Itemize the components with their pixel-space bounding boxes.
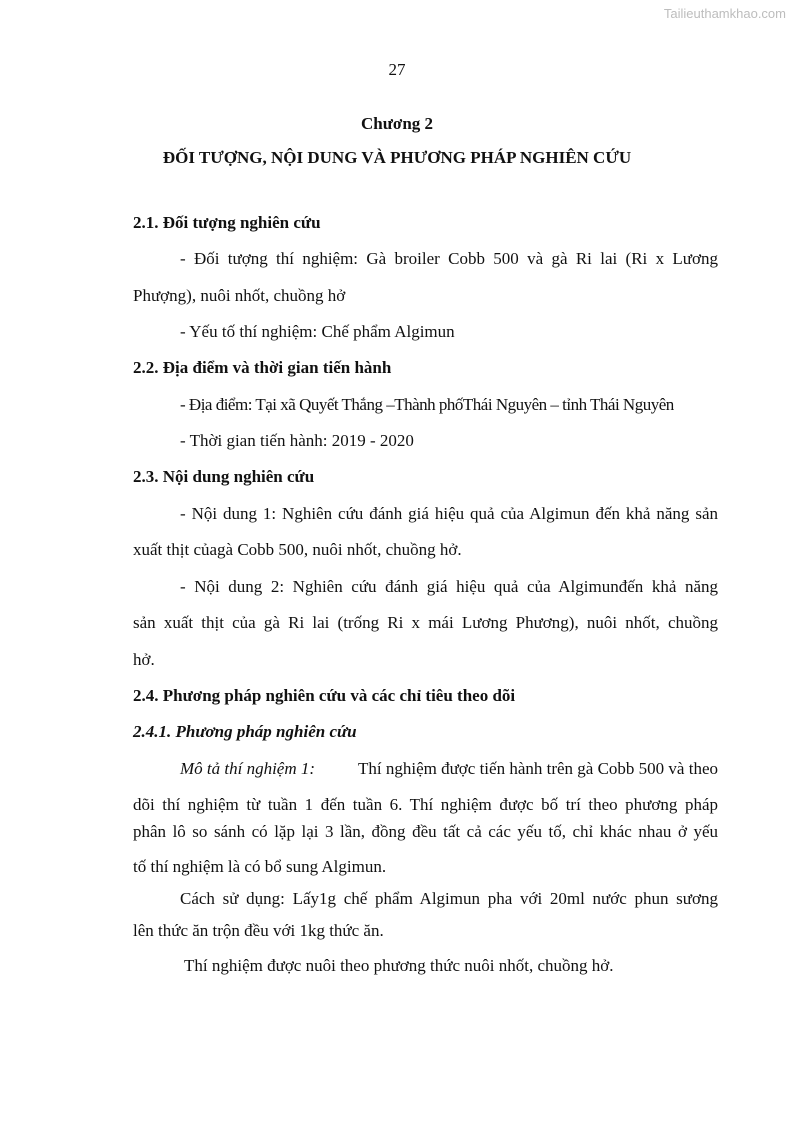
s21-paragraph-1-line-2: Phượng), nuôi nhốt, chuồng hở <box>133 286 346 305</box>
rearing-method: Thí nghiệm được nuôi theo phương thức nuôi nhốt, chuồng hở. <box>184 956 614 975</box>
chapter-title: ĐỐI TƯỢNG, NỘI DUNG VÀ PHƯƠNG PHÁP NGHIÊN CỨU <box>162 148 632 167</box>
experiment-description-text: Thí nghiệm được tiến hành trên gà Cobb 500 và theo <box>357 759 718 778</box>
usage-line-2: lên thức ăn trộn đều với 1kg thức ăn. <box>133 921 384 940</box>
s22-location: - Địa điểm: Tại xã Quyết Thắng –Thành phốThái Nguyên – tỉnh Thái Nguyên <box>180 395 674 414</box>
s23-content-1-line-1: - Nội dung 1: Nghiên cứu đánh giá hiệu quả của Algimun đến khả năng sản <box>180 504 718 523</box>
section-2-3-heading: 2.3. Nội dung nghiên cứu <box>133 467 315 486</box>
experiment-description-label: Mô tả thí nghiệm 1: <box>180 759 316 778</box>
section-2-4-heading: 2.4. Phương pháp nghiên cứu và các chỉ tiêu theo dõi <box>133 686 516 705</box>
section-2-4-1-heading: 2.4.1. Phương pháp nghiên cứu <box>133 722 357 741</box>
experiment-description-line-2: dõi thí nghiệm từ tuần 1 đến tuần 6. Thí nghiệm được bố trí theo phương pháp <box>133 795 718 814</box>
usage-line-1: Cách sử dụng: Lấy1g chế phẩm Algimun pha với 20ml nước phun sương <box>180 889 718 908</box>
s23-content-2-line-3: hở. <box>133 650 155 669</box>
s21-paragraph-2: - Yếu tố thí nghiệm: Chế phẩm Algimun <box>180 322 455 341</box>
s23-content-1-line-2: xuất thịt củagà Cobb 500, nuôi nhốt, chuồng hở. <box>133 540 462 559</box>
experiment-description-line-1 <box>180 759 718 779</box>
section-2-1-heading: 2.1. Đối tượng nghiên cứu <box>133 213 321 232</box>
s22-time: - Thời gian tiến hành: 2019 - 2020 <box>180 431 414 450</box>
page-number: 27 <box>388 60 406 79</box>
s21-paragraph-1-line-1: - Đối tượng thí nghiệm: Gà broiler Cobb 500 và gà Ri lai (Ri x Lương <box>180 249 718 268</box>
s23-content-2-line-1: - Nội dung 2: Nghiên cứu đánh giá hiệu quả của Algimunđến khả năng <box>180 577 718 596</box>
experiment-description-line-4: tố thí nghiệm là có bổ sung Algimun. <box>133 857 387 876</box>
watermark: Tailieuthamkhao.com <box>663 6 786 21</box>
chapter-label: Chương 2 <box>360 114 434 133</box>
s23-content-2-line-2: sản xuất thịt của gà Ri lai (trống Ri x mái Lương Phương), nuôi nhốt, chuồng <box>133 613 718 632</box>
section-2-2-heading: 2.2. Địa điểm và thời gian tiến hành <box>133 358 392 377</box>
experiment-description-line-3: phân lô so sánh có lặp lại 3 lần, đồng đều tất cả các yếu tố, chỉ khác nhau ở yếu <box>133 822 718 841</box>
